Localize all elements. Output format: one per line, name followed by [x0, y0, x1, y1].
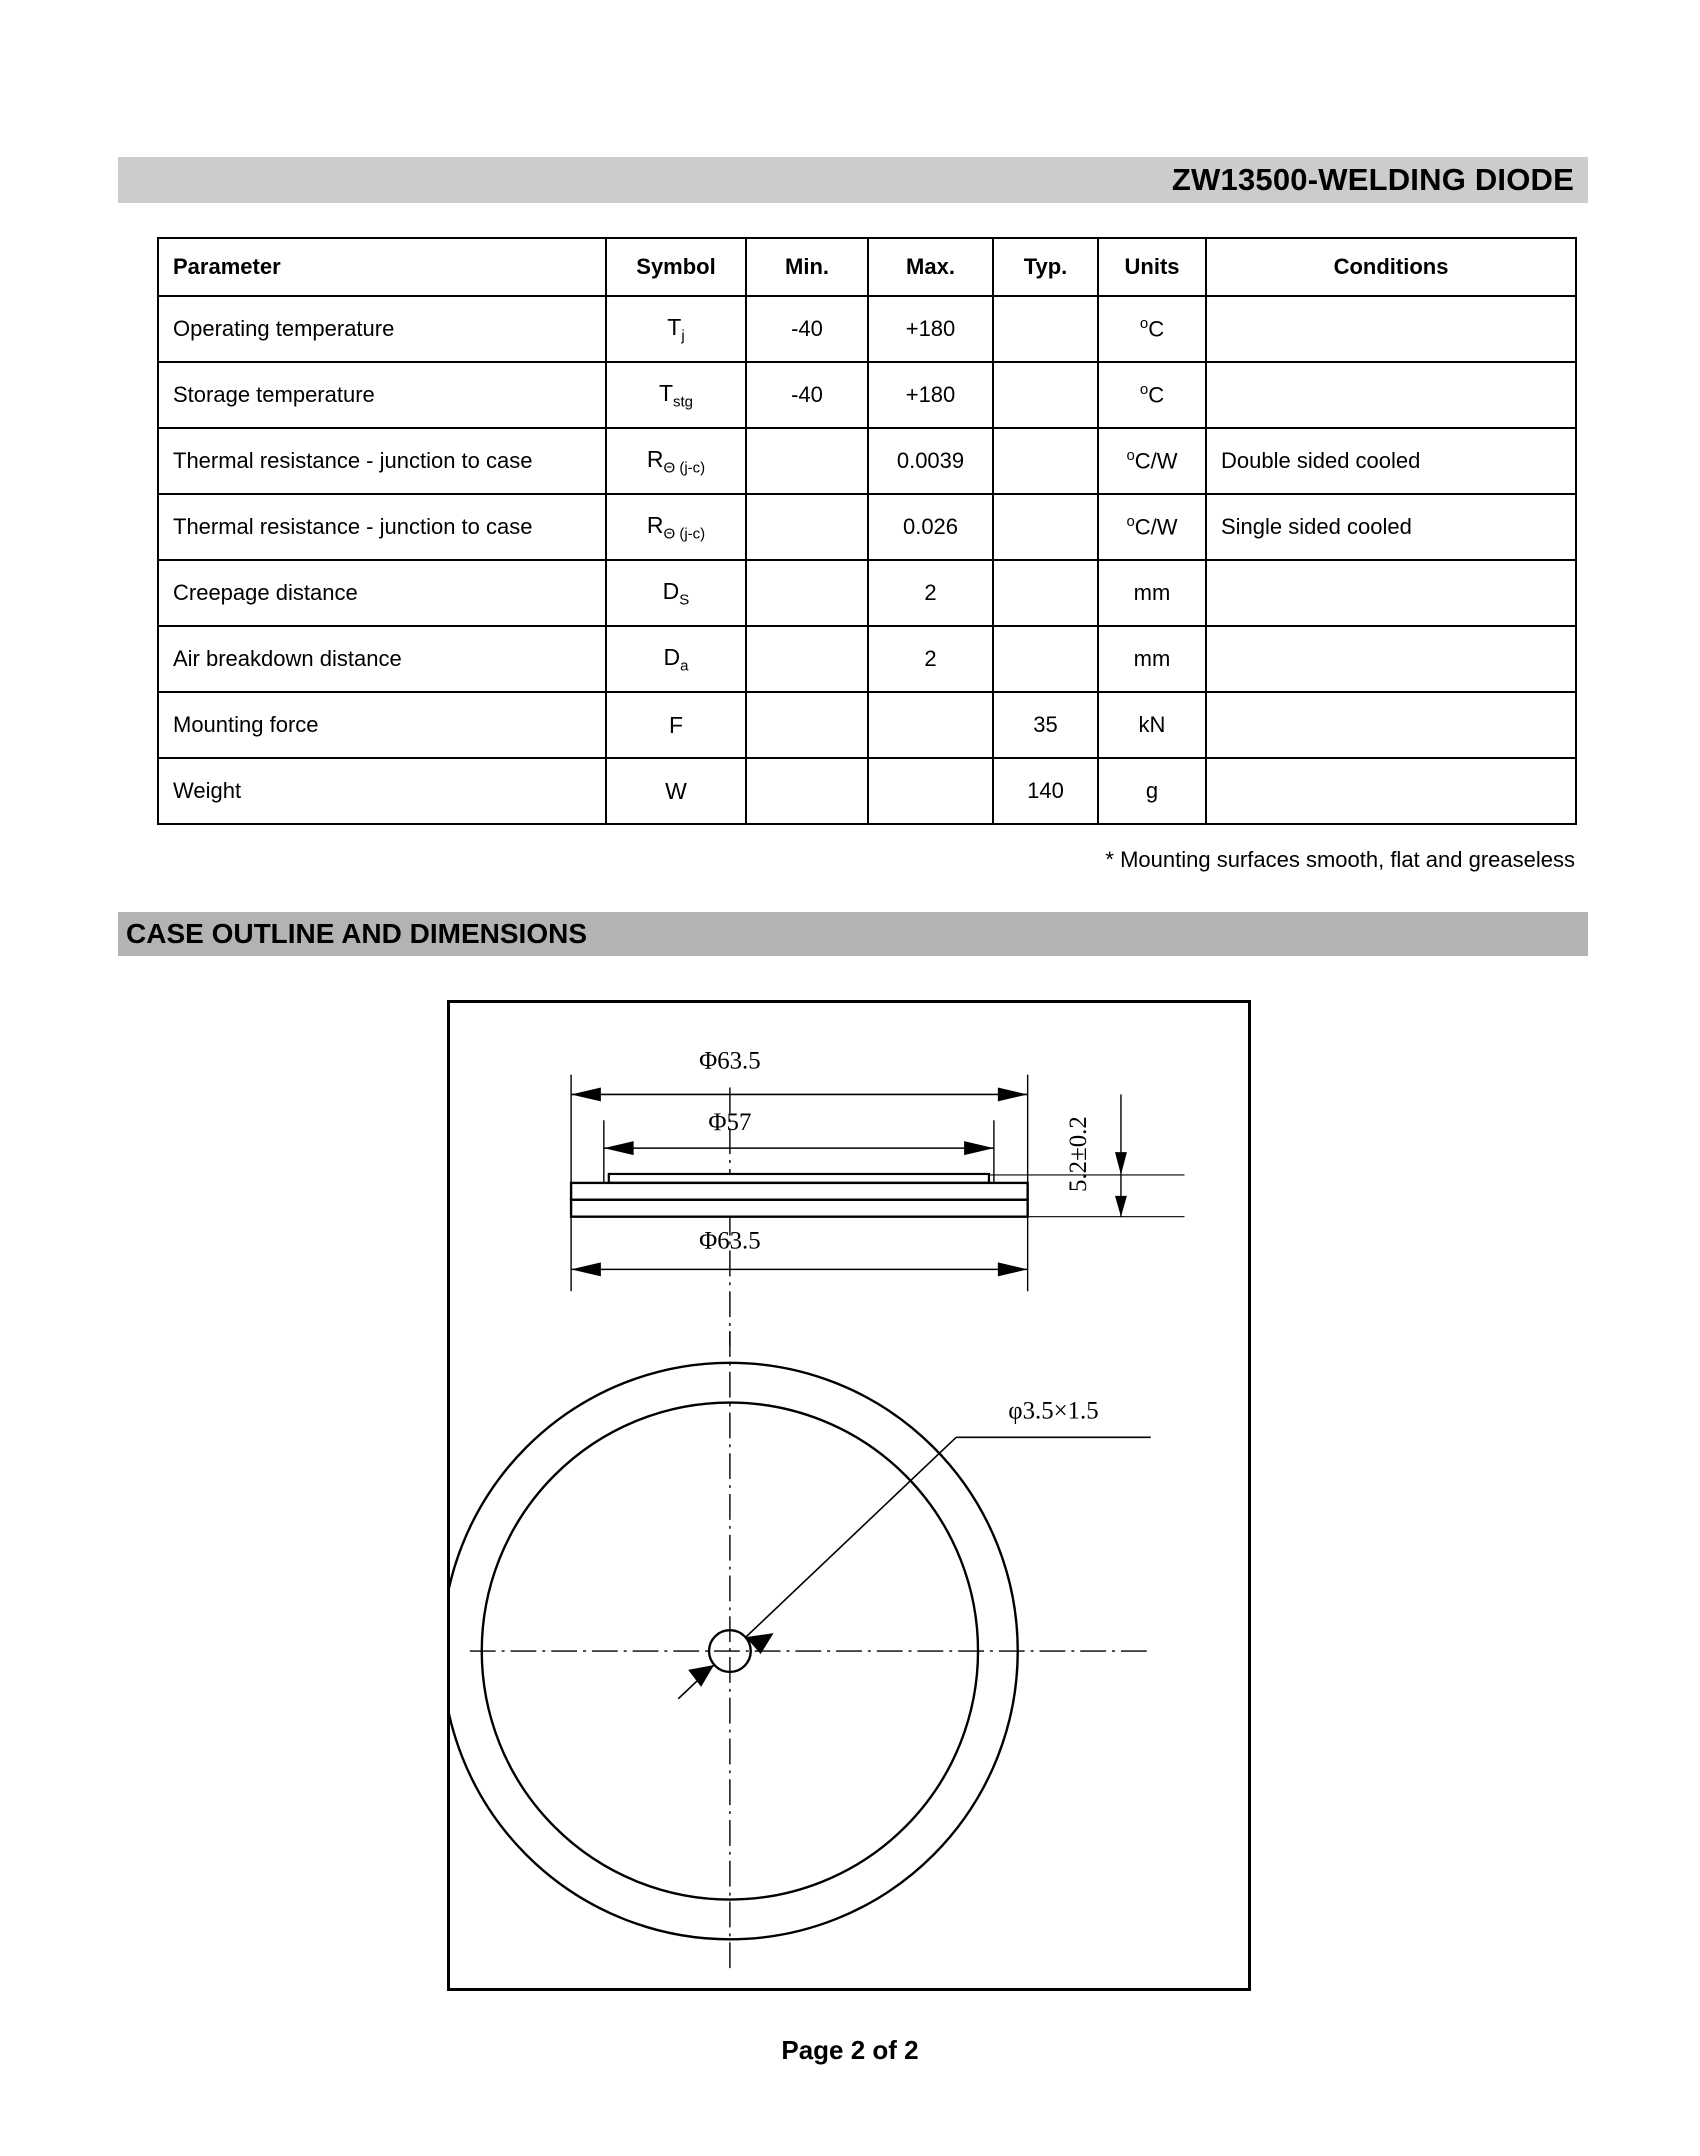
cell-symbol-4: $D_S$	[606, 560, 746, 626]
callout-arrowhead-lower	[688, 1665, 714, 1687]
cell-min-2	[746, 428, 868, 494]
table-header-row	[158, 238, 1576, 296]
dimension-label-bottom-outer: Φ63.5	[699, 1227, 761, 1255]
cell-parameter-1: Storage temperature	[158, 362, 606, 428]
cell-conditions-0	[1206, 296, 1576, 362]
cell-typ-7: 140	[993, 758, 1098, 824]
cell-min-4	[746, 560, 868, 626]
cell-typ-4	[993, 560, 1098, 626]
dimension-label-top-inner: Φ57	[708, 1109, 752, 1137]
column-header-parameter: Parameter	[158, 238, 606, 296]
cell-max-2: 0.0039	[868, 428, 993, 494]
dimension-label-top-outer: Φ63.5	[699, 1047, 761, 1075]
cell-max-3: 0.026	[868, 494, 993, 560]
document-title: ZW13500-WELDING DIODE	[1171, 162, 1574, 197]
cell-parameter-2: Thermal resistance - junction to case	[158, 428, 606, 494]
cell-symbol-5: $D_a$	[606, 626, 746, 692]
cell-conditions-5	[1206, 626, 1576, 692]
table-row	[158, 692, 1576, 758]
column-header-min: Min.	[746, 238, 868, 296]
arrowhead-thickness-bottom	[1115, 1196, 1127, 1217]
device-body-upper	[571, 1183, 1028, 1200]
cell-parameter-4: Creepage distance	[158, 560, 606, 626]
page-footer: Page 2 of 2	[781, 2035, 919, 2065]
cell-units-5: mm	[1098, 626, 1206, 692]
cell-symbol-7: W	[606, 758, 746, 824]
table-row	[158, 758, 1576, 824]
table-footnote: * Mounting surfaces smooth, flat and greaseless	[1105, 847, 1575, 872]
column-header-conditions: Conditions	[1206, 238, 1576, 296]
callout-leader-diagonal	[746, 1437, 956, 1637]
cell-symbol-2: $R_{\Theta (j-c)}$	[606, 428, 746, 494]
table-row	[158, 296, 1576, 362]
table-row	[158, 560, 1576, 626]
column-header-units: Units	[1098, 238, 1206, 296]
arrowhead-bottom-left	[571, 1262, 601, 1276]
dimension-label-hole-callout: φ3.5×1.5	[1008, 1397, 1099, 1425]
cell-min-5	[746, 626, 868, 692]
parameter-table	[157, 237, 1577, 825]
case-outline-drawing	[447, 1000, 1251, 1991]
cell-max-0: +180	[868, 296, 993, 362]
arrowhead-outer-left	[571, 1087, 601, 1101]
cell-symbol-1: $T_{stg}$	[606, 362, 746, 428]
cell-symbol-3: $R_{\Theta (j-c)}$	[606, 494, 746, 560]
column-header-symbol: Symbol	[606, 238, 746, 296]
cell-conditions-3: Single sided cooled	[1206, 494, 1576, 560]
cell-typ-5	[993, 626, 1098, 692]
cell-units-7: g	[1098, 758, 1206, 824]
cell-conditions-6	[1206, 692, 1576, 758]
cell-typ-0	[993, 296, 1098, 362]
section-header-band	[118, 912, 1588, 956]
arrowhead-thickness-top	[1115, 1152, 1127, 1175]
cell-max-6	[868, 692, 993, 758]
cell-units-2: $^o$C/W	[1098, 428, 1206, 494]
cell-parameter-7: Weight	[158, 758, 606, 824]
cell-symbol-6: F	[606, 692, 746, 758]
document-header-band	[118, 157, 1588, 203]
column-header-typ: Typ.	[993, 238, 1098, 296]
cell-symbol-0: $T_j$	[606, 296, 746, 362]
side-view	[571, 1075, 1184, 1346]
cell-min-7	[746, 758, 868, 824]
table-row	[158, 494, 1576, 560]
cell-units-6: kN	[1098, 692, 1206, 758]
dimension-label-thickness: 5.2±0.2	[1065, 1116, 1093, 1192]
cell-typ-6: 35	[993, 692, 1098, 758]
cell-typ-3	[993, 494, 1098, 560]
cell-min-0: -40	[746, 296, 868, 362]
cell-units-0: $^o$C	[1098, 296, 1206, 362]
table-row	[158, 362, 1576, 428]
cell-max-7	[868, 758, 993, 824]
cell-parameter-6: Mounting force	[158, 692, 606, 758]
plan-view	[450, 1331, 1151, 1972]
table-row	[158, 428, 1576, 494]
cell-max-1: +180	[868, 362, 993, 428]
cell-parameter-5: Air breakdown distance	[158, 626, 606, 692]
cell-units-1: $^o$C	[1098, 362, 1206, 428]
cell-parameter-0: Operating temperature	[158, 296, 606, 362]
table-row	[158, 626, 1576, 692]
arrowhead-inner-left	[604, 1141, 634, 1155]
cell-typ-1	[993, 362, 1098, 428]
drawing-canvas	[450, 1003, 1248, 1988]
cell-parameter-3: Thermal resistance - junction to case	[158, 494, 606, 560]
arrowhead-bottom-right	[998, 1262, 1028, 1276]
cell-conditions-1	[1206, 362, 1576, 428]
cell-min-6	[746, 692, 868, 758]
cell-min-3	[746, 494, 868, 560]
cell-min-1: -40	[746, 362, 868, 428]
cell-conditions-7	[1206, 758, 1576, 824]
cell-max-4: 2	[868, 560, 993, 626]
cell-units-4: mm	[1098, 560, 1206, 626]
section-title: CASE OUTLINE AND DIMENSIONS	[126, 918, 587, 949]
cell-units-3: $^o$C/W	[1098, 494, 1206, 560]
column-header-max: Max.	[868, 238, 993, 296]
table-header	[158, 238, 1576, 296]
cell-conditions-2: Double sided cooled	[1206, 428, 1576, 494]
device-upper-plate	[609, 1174, 989, 1183]
device-body-lower	[571, 1200, 1028, 1217]
cell-typ-2	[993, 428, 1098, 494]
table-body	[158, 296, 1576, 824]
arrowhead-inner-right	[964, 1141, 994, 1155]
cell-conditions-4	[1206, 560, 1576, 626]
arrowhead-outer-right	[998, 1087, 1028, 1101]
cell-max-5: 2	[868, 626, 993, 692]
